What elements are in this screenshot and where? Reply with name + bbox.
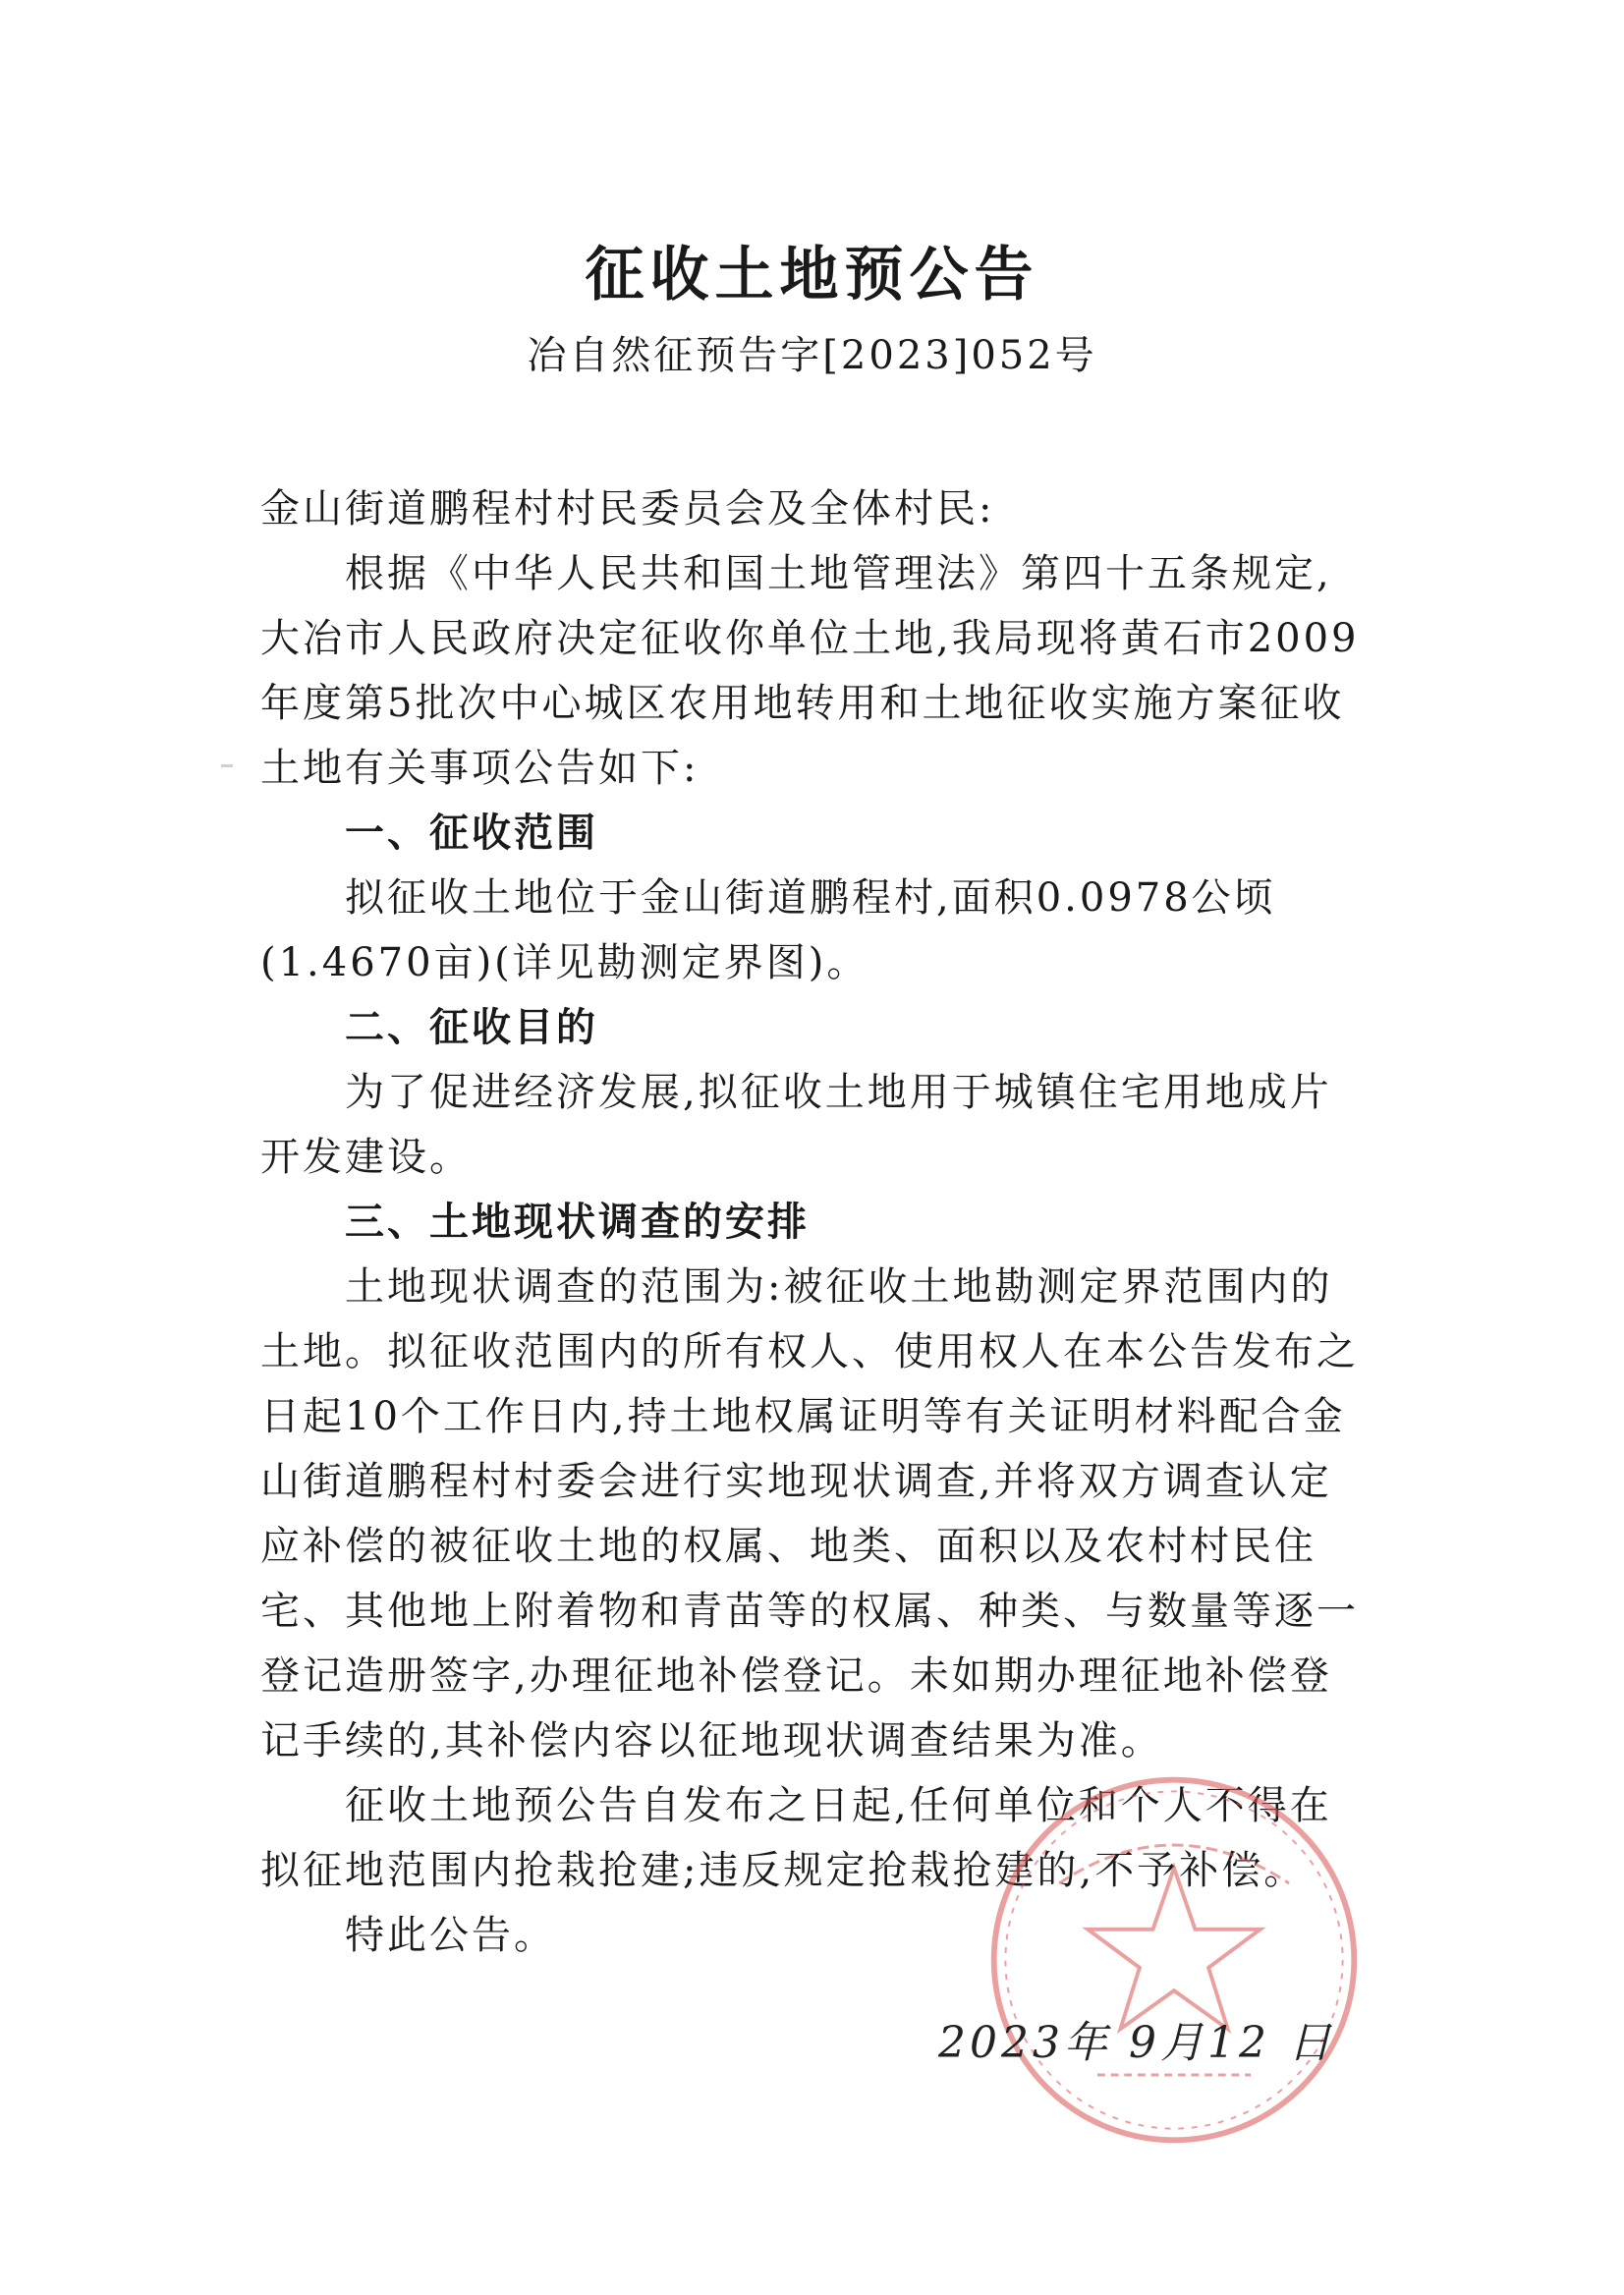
- section-heading-scope: 一、征收范围: [345, 811, 598, 856]
- intro-paragraph: 根据《中华人民共和国土地管理法》第四十五条规定,大冶市人民政府决定征收你单位土地,我局现将黄石市2009年度第5批次中心城区农用地转用和土地征收实施方案征收土地有关事项公告如下:: [260, 551, 1360, 791]
- closing-text: 特此公告。: [345, 1913, 556, 1958]
- salutation: 金山街道鹏程村村民委员会及全体村民:: [260, 486, 995, 532]
- document-number: 冶自然征预告字[2023]052号: [527, 333, 1097, 378]
- scan-mark: [221, 764, 233, 767]
- seal-ring-outer: [994, 1780, 1355, 2141]
- section-content-purpose: 为了促进经济发展,拟征收土地用于城镇住宅用地成片开发建设。: [260, 1070, 1332, 1180]
- section-content-survey: 土地现状调查的范围为:被征收土地勘测定界范围内的土地。拟征收范围内的所有权人、使用权人在本公告发布之日起10个工作日内,持土地权属证明等有关证明材料配合金山街道鹏程村村委会进行实地现状调查,并将双方调查认定应补偿的被征收土地的权属、地类、面积以及农村村民住宅、其他地上附着物和青苗等的权属、种类、与数量等逐一登记造册签字,办理征地补偿登记。未如期办理征地补偿登记手续的,其补偿内容以征地现状调查结果为准。: [260, 1264, 1359, 1763]
- section-content-scope: 拟征收土地位于金山街道鹏程村,面积0.0978公顷(1.4670亩)(详见勘测定界图)。: [260, 875, 1276, 985]
- document-body: [260, 476, 1372, 1968]
- section-heading-survey: 三、土地现状调查的安排: [345, 1200, 810, 1245]
- signature-date: 2023年 9月12 日: [938, 2018, 1335, 2068]
- page-title: 征收土地预公告: [585, 241, 1039, 309]
- official-seal: [982, 1768, 1366, 2152]
- section-heading-purpose: 二、征收目的: [345, 1005, 598, 1050]
- warning-paragraph: 征收土地预公告自发布之日起,任何单位和个人不得在拟征地范围内抢栽抢建;违反规定抢栽抢建的,不予补偿。: [260, 1783, 1332, 1893]
- seal-ring-inner: [1005, 1791, 1342, 2128]
- seal-star: [1088, 1868, 1260, 2029]
